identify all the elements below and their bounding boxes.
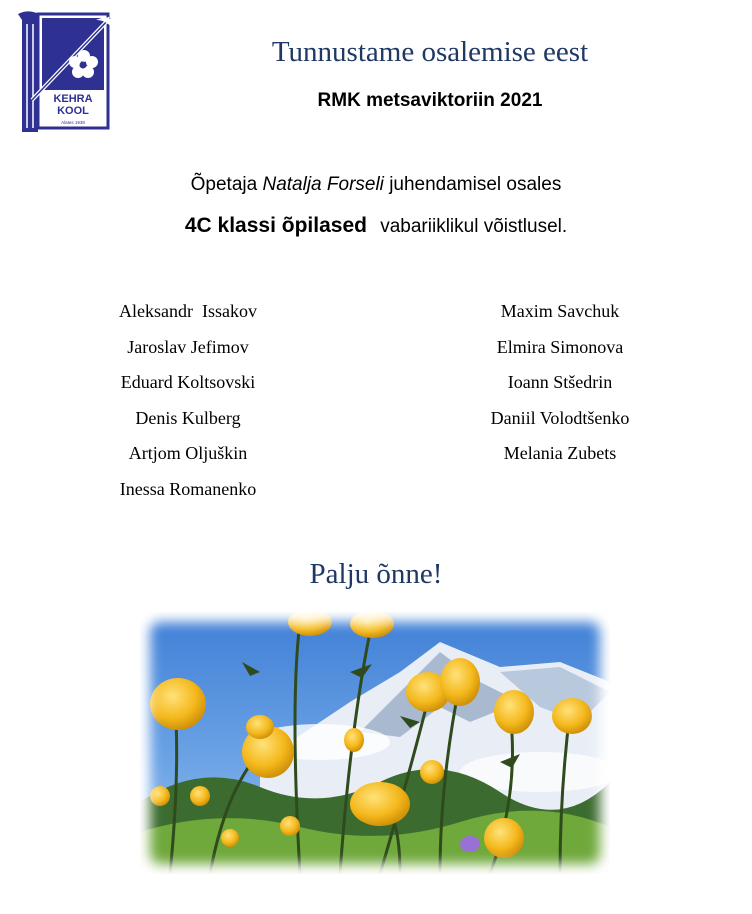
flower-photo (140, 612, 610, 874)
student-name: Inessa Romanenko (119, 478, 257, 499)
intro-line (0, 174, 752, 196)
students-right-column (460, 300, 660, 478)
class-line (0, 214, 752, 238)
logo-text-since: Alates 1938 (61, 120, 85, 125)
student-name: Daniil Volodtšenko (490, 407, 630, 428)
student-name: Ioann Stšedrin (507, 372, 613, 392)
page-title: Tunnustame osalemise eest (271, 36, 589, 68)
student-name: Artjom Oljuškin (128, 443, 248, 463)
intro-suffix: juhendamisel osales (389, 174, 562, 195)
student-name: Eduard Koltsovski (120, 372, 256, 392)
logo-text-kool: KOOL (57, 105, 89, 117)
event-subtitle: RMK metsaviktoriin 2021 (317, 90, 543, 111)
teacher-name: Natalja Forseli (262, 174, 384, 195)
competition-text: vabariiklikul võistlusel. (380, 216, 568, 237)
student-name: Aleksandr Issakov (119, 301, 257, 321)
student-name: Denis Kulberg (135, 407, 241, 428)
student-name: Jaroslav Jefimov (127, 336, 249, 357)
column-icon (22, 14, 38, 132)
intro-prefix: Õpetaja (190, 174, 258, 195)
class-name: 4C klassi õpilased (184, 214, 367, 237)
student-name: Melania Zubets (503, 443, 617, 463)
congratulations-text: Palju õnne! (309, 558, 443, 590)
school-logo (18, 10, 116, 136)
students-left-column (88, 300, 288, 513)
logo-text-kehra: KEHRA (53, 93, 93, 105)
student-name: Elmira Simonova (496, 336, 624, 357)
student-name: Maxim Savchuk (500, 301, 620, 321)
